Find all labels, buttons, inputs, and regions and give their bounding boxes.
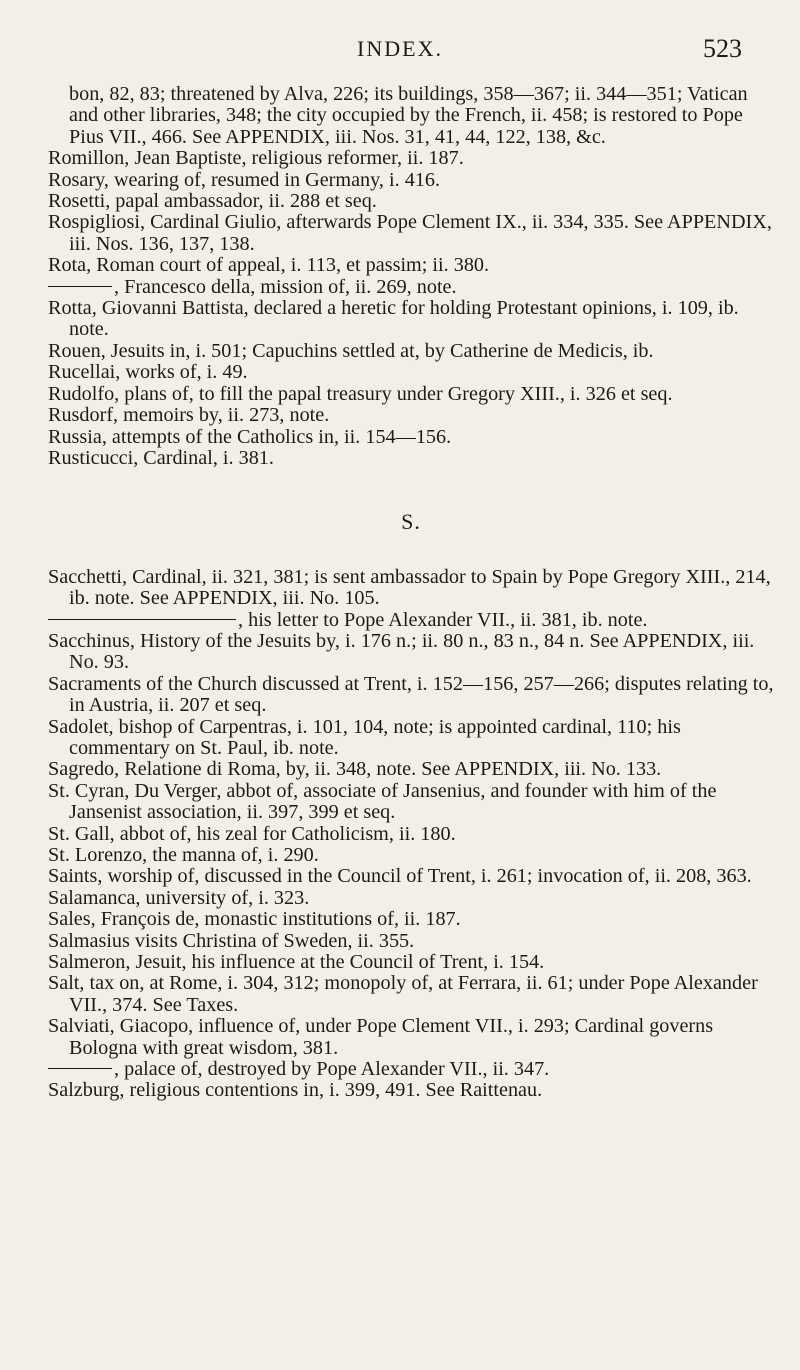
index-entry — [48, 931, 774, 952]
ditto-rule — [48, 1068, 112, 1069]
index-entry-text: Rudolfo, plans of, to fill the papal treasury under Gregory XIII., i. 326 et seq. — [48, 382, 673, 405]
index-entry-text: St. Lorenzo, the manna of, i. 290. — [48, 844, 319, 866]
index-entry-text: Sadolet, bishop of Carpentras, i. 101, 104, note; is appointed cardinal, 110; his commentary on St. Paul, ib. note. — [48, 715, 681, 759]
index-entry-text: Russia, attempts of the Catholics in, ii. 154—156. — [48, 425, 452, 448]
index-entry-text: Rusticucci, Cardinal, i. 381. — [48, 446, 274, 469]
index-entry-text: Rucellai, works of, i. 49. — [48, 361, 248, 384]
index-entry — [48, 610, 774, 631]
page-number: 523 — [703, 34, 742, 63]
index-entry-text: Salmasius visits Christina of Sweden, ii. 355. — [48, 929, 415, 952]
index-entry-text: Salmeron, Jesuit, his influence at the Council of Trent, i. 154. — [48, 951, 545, 974]
index-entry-text: Sacchetti, Cardinal, ii. 321, 381; is sent ambassador to Spain by Pope Gregory XIII., 214, ib. note. See APPENDIX, iii. No. 105. — [48, 565, 771, 610]
index-entry — [48, 148, 774, 169]
index-entry — [48, 845, 774, 866]
index-entry-text: Rouen, Jesuits in, i. 501; Capuchins settled at, by Catherine de Medicis, ib. — [48, 339, 654, 362]
index-entries-r — [48, 84, 774, 469]
index-entry — [48, 405, 774, 426]
index-entry — [48, 1059, 774, 1080]
index-entry-text: Romillon, Jean Baptiste, religious reformer, ii. 187. — [48, 147, 464, 170]
index-entry-text: Rusdorf, memoirs by, ii. 273, note. — [48, 404, 330, 427]
index-entry-text: Salviati, Giacopo, influence of, under Pope Clement VII., i. 293; Cardinal governs Bologna with great wisdom, 381. — [48, 1015, 714, 1059]
section-heading: S. — [401, 509, 421, 535]
index-entry — [48, 824, 774, 845]
index-entry-text: Rospigliosi, Cardinal Giulio, afterwards Pope Clement IX., ii. 334, 335. See APPENDIX, iii. Nos. 136, 137, 138. — [48, 211, 772, 255]
index-entry — [48, 448, 774, 469]
index-entries-s — [48, 567, 774, 1102]
index-entry-text: Sales, François de, monastic institutions of, ii. 187. — [48, 908, 461, 931]
ditto-rule — [48, 286, 112, 287]
index-entry — [48, 384, 774, 405]
page-header — [0, 36, 800, 66]
index-entry — [48, 1080, 774, 1101]
index-entry-text: Salzburg, religious contentions in, i. 399, 491. See Raittenau. — [48, 1079, 543, 1102]
index-entry — [48, 674, 774, 717]
index-entry — [48, 341, 774, 362]
index-entry-text: Rota, Roman court of appeal, i. 113, et passim; ii. 380. — [48, 254, 490, 277]
index-entry — [48, 255, 774, 276]
index-entry — [48, 909, 774, 930]
index-entry — [48, 298, 774, 341]
index-entry — [48, 888, 774, 909]
index-entry — [48, 84, 774, 148]
index-entry-text: St. Cyran, Du Verger, abbot of, associate of Jansenius, and founder with him of the Jansenist association, ii. 397, 399 et seq. — [48, 779, 717, 824]
index-entry-text: , Francesco della, mission of, ii. 269, note. — [114, 275, 457, 298]
index-entry-text: Salt, tax on, at Rome, i. 304, 312; monopoly of, at Ferrara, ii. 61; under Pope Alexander VII., 374. See Taxes. — [48, 972, 758, 1016]
index-body — [48, 84, 774, 1102]
index-entry-text: Sacchinus, History of the Jesuits by, i. 176 n.; ii. 80 n., 83 n., 84 n. See APPENDIX, iii. No. 93. — [48, 629, 755, 674]
index-entry-text: bon, 82, 83; threatened by Alva, 226; its buildings, 358—367; ii. 344—351; Vatican and other libraries, 348; the city occupied by the French, ii. 458; is restored to Pope Pius VII., 466. See APPENDIX, iii. Nos. 31, 41, 44, 122, 138, &c. — [69, 83, 748, 148]
index-entry — [48, 866, 774, 887]
index-entry — [48, 212, 774, 255]
index-entry — [48, 567, 774, 610]
index-entry-text: Salamanca, university of, i. 323. — [48, 886, 310, 909]
index-entry-text: Rotta, Giovanni Battista, declared a heretic for holding Protestant opinions, i. 109, ib. note. — [48, 297, 739, 341]
index-entry-text: Sacraments of the Church discussed at Trent, i. 152—156, 257—266; disputes relating to, in Austria, ii. 207 et seq. — [48, 672, 774, 717]
index-entry — [48, 952, 774, 973]
index-entry-text: Rosary, wearing of, resumed in Germany, i. 416. — [48, 168, 441, 191]
index-entry — [48, 631, 774, 674]
index-entry — [48, 191, 774, 212]
index-entry-text: St. Gall, abbot of, his zeal for Catholicism, ii. 180. — [48, 822, 456, 845]
index-entry — [48, 781, 774, 824]
index-entry — [48, 170, 774, 191]
index-entry — [48, 717, 774, 760]
index-entry — [48, 277, 774, 298]
index-entry — [48, 427, 774, 448]
index-entry — [48, 1016, 774, 1059]
ditto-rule — [48, 619, 236, 620]
index-entry-text: Saints, worship of, discussed in the Council of Trent, i. 261; invocation of, ii. 208, 363. — [48, 865, 752, 888]
index-entry — [48, 973, 774, 1016]
index-entry-text: , palace of, destroyed by Pope Alexander VII., ii. 347. — [114, 1058, 550, 1081]
index-entry — [48, 362, 774, 383]
index-entry-text: Rosetti, papal ambassador, ii. 288 et seq. — [48, 190, 377, 213]
index-entry-text: , his letter to Pope Alexander VII., ii. 381, ib. note. — [238, 608, 648, 631]
running-title: INDEX. — [357, 36, 443, 61]
index-entry-text: Sagredo, Relatione di Roma, by, ii. 348, note. See APPENDIX, iii. No. 133. — [48, 758, 662, 781]
index-entry — [48, 759, 774, 780]
